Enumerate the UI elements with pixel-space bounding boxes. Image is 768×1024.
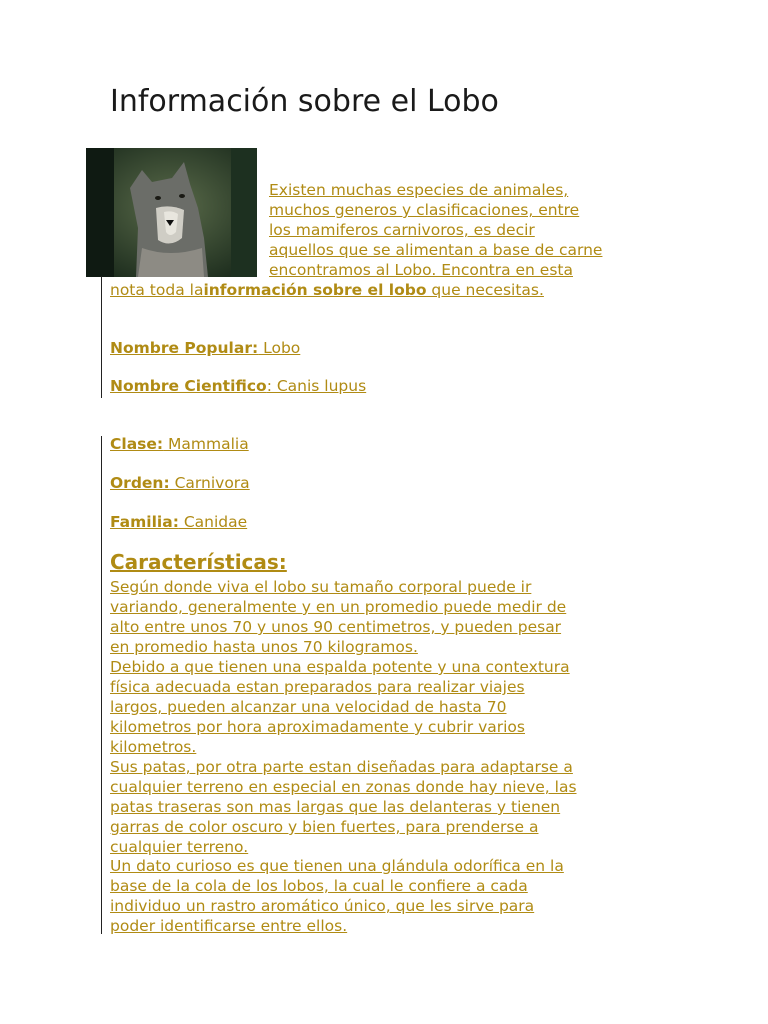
intro-line[interactable]: los mamiferos carnivoros, es decir [269, 221, 535, 239]
nombre-popular[interactable] [110, 339, 300, 357]
caracteristicas-heading[interactable]: Características: [110, 550, 287, 574]
body-line[interactable]: individuo un rastro aromático único, que les sirve para [110, 897, 535, 915]
body-line[interactable]: Según donde viva el lobo su tamaño corporal puede ir [110, 578, 532, 596]
field-value: Lobo [258, 339, 301, 357]
clase[interactable] [110, 435, 249, 453]
body-line[interactable]: base de la cola de los lobos, la cual le confiere a cada [110, 877, 528, 895]
intro-line[interactable]: encontramos al Lobo. Encontra en esta [269, 261, 573, 279]
orden[interactable] [110, 474, 250, 492]
intro-prefix: nota toda la [110, 281, 204, 299]
margin-rule [101, 276, 102, 398]
intro-line[interactable]: aquellos que se alimentan a base de carne [269, 241, 603, 259]
body-line[interactable]: física adecuada estan preparados para realizar viajes [110, 678, 525, 696]
body-line[interactable]: kilometros. [110, 738, 197, 756]
wolf-photo [86, 148, 257, 277]
body-line[interactable]: garras de color oscuro y bien fuertes, para prenderse a [110, 818, 539, 836]
body-line[interactable]: variando, generalmente y en un promedio puede medir de [110, 598, 567, 616]
field-label: Clase: [110, 435, 164, 453]
page-title: Información sobre el Lobo [110, 84, 499, 119]
intro-last-line[interactable] [110, 280, 544, 300]
body-line[interactable]: cualquier terreno en especial en zonas donde hay nieve, las [110, 778, 577, 796]
margin-rule [101, 436, 102, 934]
field-value: : Canis lupus [266, 377, 367, 395]
body-line[interactable]: Un dato curioso es que tienen una glándula odorífica en la [110, 857, 564, 875]
familia[interactable] [110, 513, 247, 531]
body-line[interactable]: patas traseras son mas largas que las delanteras y tienen [110, 798, 561, 816]
intro-line[interactable]: Existen muchas especies de animales, [269, 181, 569, 199]
field-value: Mammalia [163, 435, 249, 453]
body-line[interactable]: Sus patas, por otra parte estan diseñadas para adaptarse a [110, 758, 573, 776]
body-line[interactable]: Debido a que tienen una espalda potente y una contextura [110, 658, 570, 676]
field-label: Familia: [110, 513, 179, 531]
field-value: Canidae [178, 513, 248, 531]
intro-line[interactable]: muchos generos y clasificaciones, entre [269, 201, 580, 219]
field-label: Nombre Cientifico [110, 377, 267, 395]
body-line[interactable]: cualquier terreno. [110, 838, 249, 856]
field-label: Nombre Popular: [110, 339, 259, 357]
field-value: Carnivora [169, 474, 250, 492]
nombre-cientifico[interactable] [110, 377, 366, 395]
body-line[interactable]: alto entre unos 70 y unos 90 centimetros, y pueden pesar [110, 618, 562, 636]
body-line[interactable]: poder identificarse entre ellos. [110, 917, 348, 935]
intro-suffix: que necesitas. [426, 281, 544, 299]
body-line[interactable]: kilometros por hora aproximadamente y cubrir varios [110, 718, 525, 736]
intro-bold: información sobre el lobo [203, 281, 427, 299]
body-line[interactable]: en promedio hasta unos 70 kilogramos. [110, 638, 418, 656]
field-label: Orden: [110, 474, 170, 492]
body-line[interactable]: largos, pueden alcanzar una velocidad de hasta 70 [110, 698, 507, 716]
